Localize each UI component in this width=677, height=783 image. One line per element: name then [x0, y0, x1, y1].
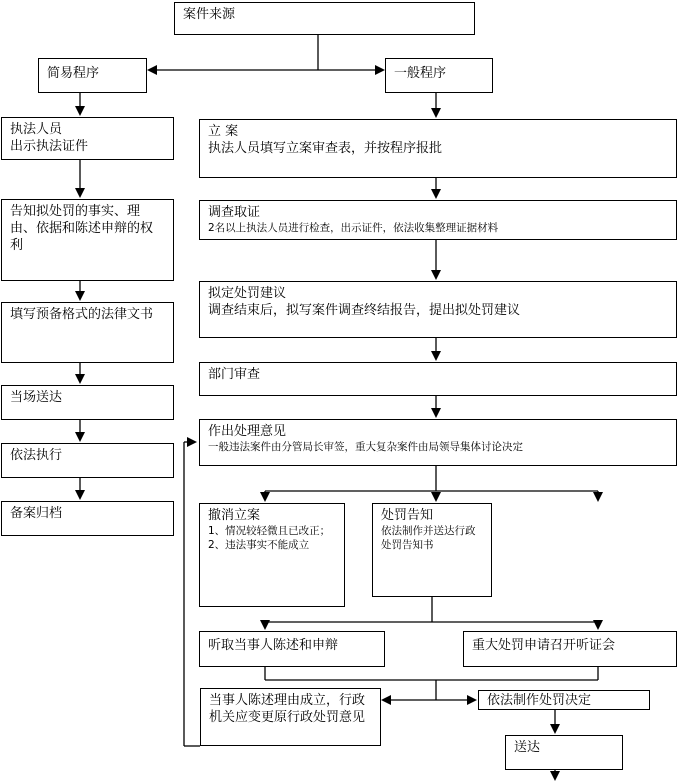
penalty-notice-box: [372, 503, 492, 597]
opinion-desc: 一般违法案件由分管局长审签，重大复杂案件由局领导集体讨论决定: [208, 441, 523, 454]
simple-step-inform-box: [1, 199, 174, 281]
simple-step-form-text: 填写预备格式的法律文书: [10, 307, 154, 322]
investigation-box: [199, 200, 677, 240]
simple-step-archive-text: 备案归档: [10, 506, 63, 521]
opinion-box: [199, 419, 677, 466]
proposal-desc: 调查结束后，拟写案件调查终结报告，提出拟处罚建议: [208, 303, 521, 319]
filing-title: 立 案: [208, 124, 239, 139]
revoke-filing-desc: 1、情况较轻微且已改正； 2、违法事实不能成立: [208, 525, 331, 552]
department-review-box: [199, 362, 677, 396]
change-opinion-box: [200, 688, 381, 746]
filing-desc: 执法人员填写立案审查表，并按程序报批: [208, 141, 443, 157]
department-review-title: 部门审查: [208, 367, 261, 382]
change-opinion-text: 当事人陈述理由成立，行政机关应变更原行政处罚意见: [209, 693, 366, 726]
simple-procedure-title: 简易程序: [47, 66, 100, 81]
general-procedure-box: [385, 58, 493, 93]
proposal-title: 拟定处罚建议: [208, 286, 287, 301]
penalty-notice-title: 处罚告知: [381, 508, 434, 523]
filing-box: [199, 119, 677, 178]
case-source-title: 案件来源: [183, 7, 236, 22]
final-delivery-box: [505, 735, 623, 770]
final-delivery-title: 送达: [514, 740, 541, 755]
simple-step-show-id-box: [1, 117, 174, 160]
simple-step-execute-box: [1, 443, 174, 478]
simple-step-deliver-text: 当场送达: [10, 390, 63, 405]
simple-step-form-box: [1, 302, 174, 363]
case-source-box: [174, 2, 475, 35]
hearing-request-box: [463, 631, 677, 667]
simple-step-inform-text: 告知拟处罚的事实、理由、依据和陈述申辩的权利: [10, 204, 154, 254]
opinion-title: 作出处理意见: [208, 424, 287, 439]
hear-statement-title: 听取当事人陈述和申辩: [208, 638, 339, 653]
general-procedure-title: 一般程序: [394, 66, 447, 81]
simple-step-deliver-box: [1, 385, 174, 420]
hearing-request-title: 重大处罚申请召开听证会: [472, 638, 616, 653]
revoke-filing-title: 撤消立案: [208, 508, 261, 523]
investigation-title: 调查取证: [208, 205, 261, 220]
penalty-decision-title: 依法制作处罚决定: [487, 693, 592, 708]
investigation-desc: 2名以上执法人员进行检查，出示证件，依法收集整理证据材料: [208, 222, 499, 235]
simple-step-execute-text: 依法执行: [10, 448, 63, 463]
penalty-notice-desc: 依法制作并送达行政处罚告知书: [381, 525, 476, 552]
simple-procedure-box: [38, 58, 147, 93]
revoke-filing-box: [199, 503, 345, 607]
penalty-decision-box: [478, 690, 650, 710]
hear-statement-box: [199, 631, 385, 667]
simple-step-show-id-text: 执法人员 出示执法证件: [10, 122, 89, 155]
proposal-box: [199, 281, 677, 338]
simple-step-archive-box: [1, 501, 174, 536]
